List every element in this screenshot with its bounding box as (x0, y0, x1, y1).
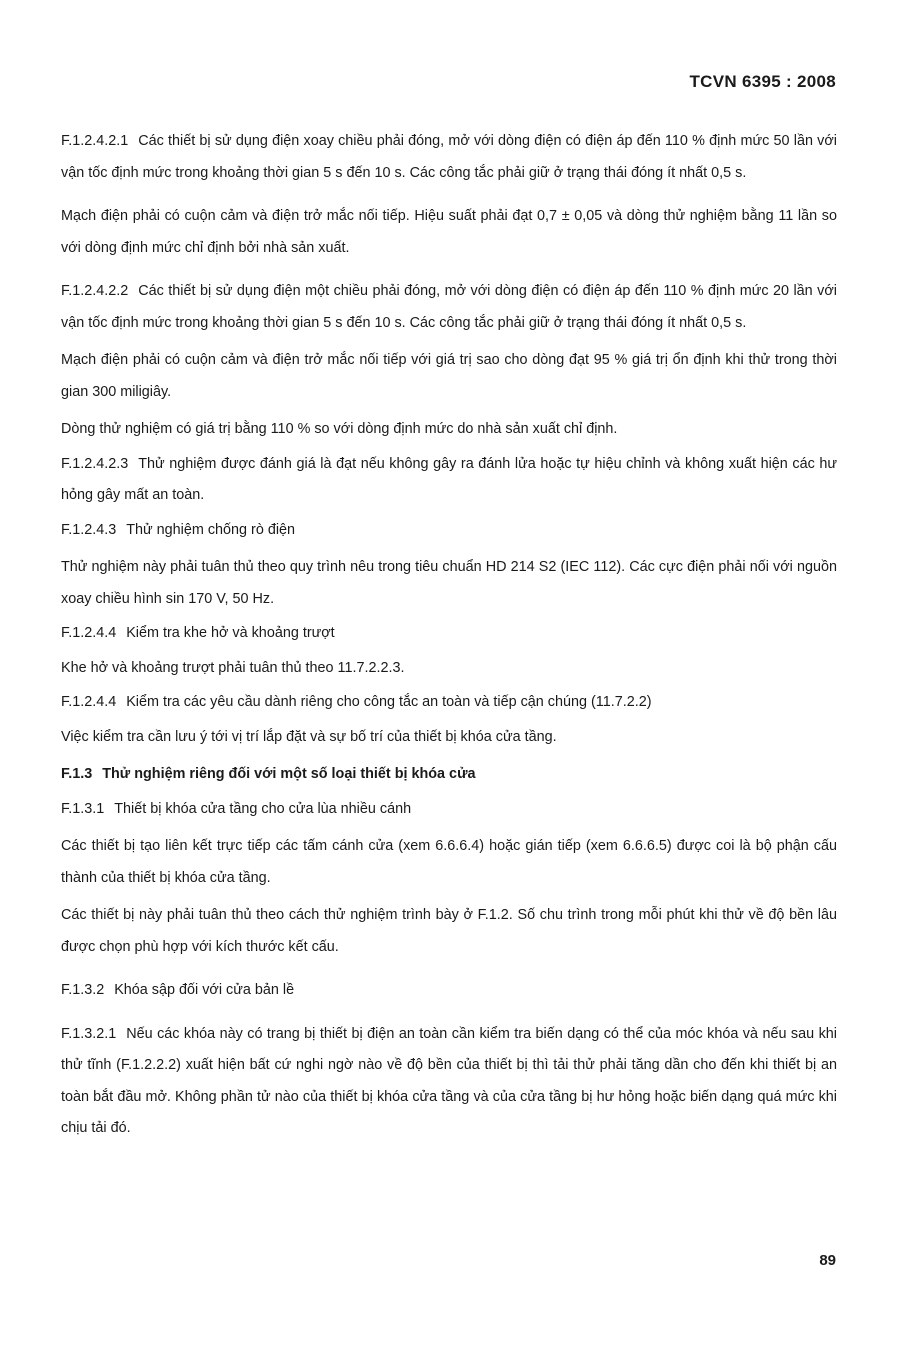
paragraph (61, 831, 837, 894)
clause-number: F.1.2.4.2.3 (61, 455, 129, 472)
paragraph-text: Khe hở và khoảng trượt phải tuân thủ theo 11.7.2.2.3. (61, 659, 405, 676)
paragraph-text: Kiểm tra khe hở và khoảng trượt (126, 625, 335, 641)
paragraph-text: Thử nghiệm chống rò điện (126, 521, 296, 538)
paragraph-text: Các thiết bị sử dụng điện một chiều phải đóng, mở với dòng điện có điện áp đến 110 % định mức 20 lần với vận tốc định mức trong khoảng thời gian 5 s đến 10 s. Các công tắc phải giữ ở trạng thái đóng ít nhất 0,5 s. (61, 283, 837, 331)
paragraph-text: Nếu các khóa này có trang bị thiết bị điện an toàn cần kiểm tra biến dạng có thể của móc khóa và nếu sau khi thử tĩnh (F.1.2.2.2) xuất hiện bất cứ nghi ngờ nào về độ bền của thiết bị thì tải thử phải tăng dần cho đến khi thiết bị an toàn bắt đầu mở. Không phần tử nào của thiết bị khóa cửa tầng và của cửa tầng bị hư hỏng hoặc biến dạng quá mức khi chịu tải đó. (61, 1025, 837, 1136)
paragraph-text: Các thiết bị này phải tuân thủ theo cách thử nghiệm trình bày ở F.1.2. Số chu trình trong mỗi phút khi thử về độ bền lâu được chọn phù hợp với kích thước kết cấu. (61, 907, 837, 955)
paragraph-text: Thiết bị khóa cửa tầng cho cửa lùa nhiều cánh (114, 800, 412, 817)
paragraph-text: Khóa sập đối với cửa bản lề (114, 982, 295, 998)
paragraph (61, 618, 837, 650)
paragraph (61, 414, 837, 446)
paragraph (61, 515, 837, 547)
section-heading (61, 759, 837, 791)
page-number: 89 (819, 1252, 836, 1269)
paragraph (61, 722, 837, 754)
paragraph-text: Dòng thử nghiệm có giá trị bằng 110 % so với dòng định mức do nhà sản xuất chỉ định. (61, 421, 618, 437)
paragraph (61, 794, 837, 826)
paragraph-text: Các thiết bị sử dụng điện xoay chiều phải đóng, mở với dòng điện có điện áp đến 110 % định mức 50 lần với vận tốc định mức trong khoảng thời gian 5 s đến 10 s. Các công tắc phải giữ ở trạng thái đóng ít nhất 0,5 s. (61, 133, 837, 181)
paragraph (61, 975, 837, 1007)
clause-number: F.1.3.1 (61, 800, 105, 817)
paragraph (61, 201, 837, 264)
paragraph-text: Mạch điện phải có cuộn cảm và điện trở mắc nối tiếp. Hiệu suất phải đạt 0,7 ± 0,05 và dòng thử nghiệm bằng 11 lần so với dòng định mức chỉ định bởi nhà sản xuất. (61, 208, 837, 256)
paragraph (61, 1019, 837, 1145)
paragraph (61, 449, 837, 512)
document-body (61, 126, 837, 1145)
clause-number: F.1.3.2 (61, 982, 105, 998)
paragraph-text: Mạch điện phải có cuộn cảm và điện trở mắc nối tiếp với giá trị sao cho dòng đạt 95 % giá trị ổn định khi thử trong thời gian 300 miligiây. (61, 352, 837, 400)
clause-number: F.1.2.4.2.1 (61, 133, 129, 149)
paragraph (61, 276, 837, 339)
section-heading-text: Thử nghiệm riêng đối với một số loại thiết bị khóa cửa (102, 766, 476, 782)
paragraph-text: Các thiết bị tạo liên kết trực tiếp các tấm cánh cửa (xem 6.6.6.4) hoặc gián tiếp (xem 6.6.6.5) được coi là bộ phận cấu thành của thiết bị khóa cửa tầng. (61, 838, 837, 886)
paragraph (61, 345, 837, 408)
clause-number: F.1.2.4.4 (61, 694, 117, 710)
paragraph-text: Việc kiểm tra cần lưu ý tới vị trí lắp đặt và sự bố trí của thiết bị khóa cửa tầng. (61, 728, 557, 745)
standard-header: TCVN 6395 : 2008 (689, 72, 836, 91)
paragraph-text: Thử nghiệm được đánh giá là đạt nếu không gây ra đánh lửa hoặc tự hiệu chỉnh và không xuất hiện các hư hỏng gây mất an toàn. (61, 455, 837, 503)
paragraph (61, 653, 837, 685)
clause-number: F.1.3 (61, 766, 93, 782)
clause-number: F.1.2.4.4 (61, 625, 117, 641)
paragraph-text: Thử nghiệm này phải tuân thủ theo quy trình nêu trong tiêu chuẩn HD 214 S2 (IEC 112). Các cực điện phải nối với nguồn xoay chiều hình sin 170 V, 50 Hz. (61, 559, 837, 607)
clause-number: F.1.2.4.3 (61, 521, 117, 538)
clause-number: F.1.2.4.2.2 (61, 283, 129, 299)
paragraph (61, 552, 837, 615)
paragraph (61, 687, 837, 719)
paragraph-text: Kiểm tra các yêu cầu dành riêng cho công tắc an toàn và tiếp cận chúng (11.7.2.2) (126, 694, 652, 710)
paragraph (61, 900, 837, 963)
paragraph (61, 126, 837, 189)
clause-number: F.1.3.2.1 (61, 1025, 117, 1042)
